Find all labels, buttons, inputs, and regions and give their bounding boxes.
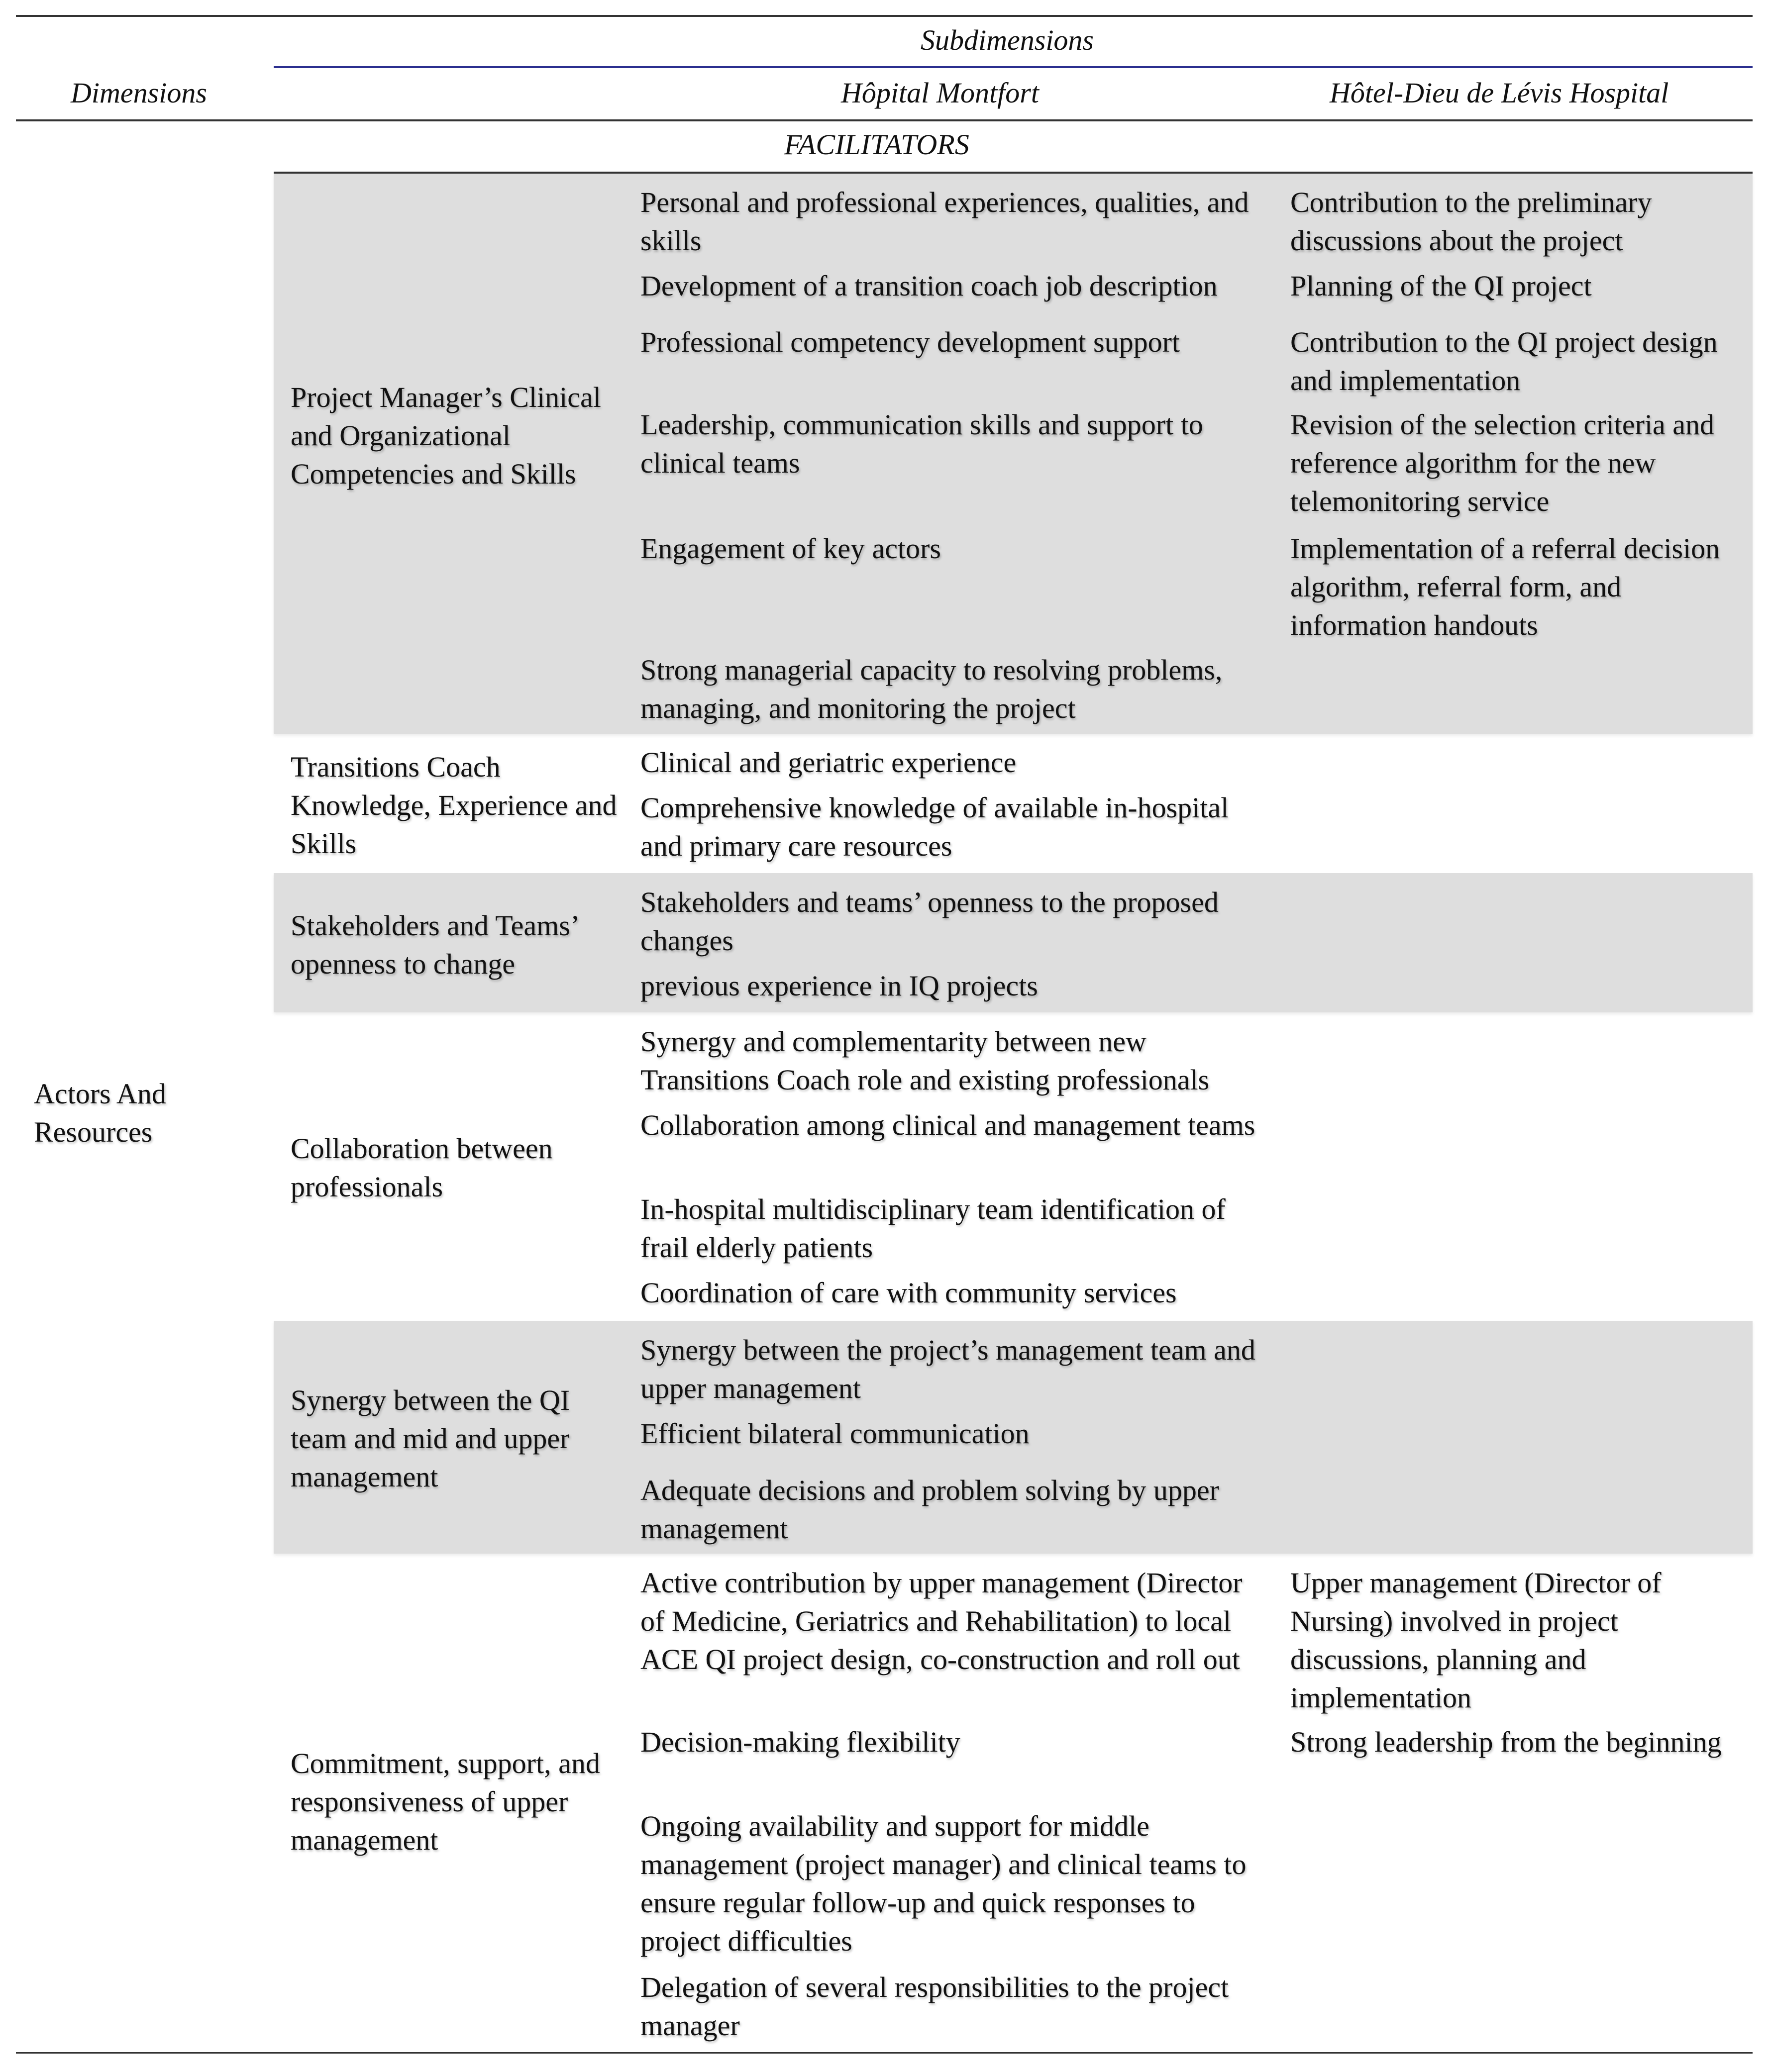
montfort-item: Ongoing availability and support for middle management (project manager) and clinical teams to ensure regular follow-up and quick responses to project difficulties [640, 1810, 1247, 1957]
montfort-item: Engagement of key actors [640, 532, 941, 565]
montfort-item: Personal and professional experiences, qualities, and skills [640, 186, 1249, 257]
subdimension-label: Project Manager’s Clinical and Organizational Competencies and Skills [291, 381, 601, 490]
levis-item: Upper management (Director of Nursing) involved in project discussions, planning and implementation [1290, 1567, 1662, 1714]
dimension-label: Actors And Resources [34, 1078, 166, 1148]
montfort-item: Strong managerial capacity to resolving problems, managing, and monitoring the project [640, 654, 1223, 724]
montfort-item: Collaboration among clinical and management teams [640, 1109, 1255, 1141]
montfort-item: In-hospital multidisciplinary team identification of frail elderly patients [640, 1193, 1226, 1264]
montfort-item: Efficient bilateral communication [640, 1417, 1030, 1450]
montfort-item: Development of a transition coach job description [640, 270, 1218, 302]
dimensions-header: Dimensions [71, 77, 207, 109]
subdimension-label: Stakeholders and Teams’ openness to change [291, 909, 578, 980]
subdimension-label: Synergy between the QI team and mid and upper management [291, 1384, 570, 1493]
levis-header: Hôtel-Dieu de Lévis Hospital [1330, 77, 1669, 109]
subdimension-label: Transitions Coach Knowledge, Experience and Skills [291, 751, 617, 860]
montfort-item: Professional competency development support [640, 326, 1180, 358]
top-rule [16, 15, 1753, 17]
montfort-item: Synergy between the project’s management team and upper management [640, 1334, 1255, 1404]
subdimensions-rule [274, 66, 1753, 68]
montfort-item: Clinical and geriatric experience [640, 746, 1017, 779]
montfort-item: Comprehensive knowledge of available in-hospital and primary care resources [640, 791, 1229, 862]
subdimensions-header: Subdimensions [921, 24, 1094, 56]
montfort-item: Stakeholders and teams’ openness to the proposed changes [640, 886, 1219, 957]
facilitators-section-label: FACILITATORS [784, 128, 969, 161]
levis-item: Implementation of a referral decision algorithm, referral form, and information handouts [1290, 532, 1720, 641]
montfort-item: Delegation of several responsibilities to the project manager [640, 1971, 1229, 2042]
levis-item: Revision of the selection criteria and reference algorithm for the new telemonitoring service [1290, 408, 1714, 517]
montfort-header: Hôpital Montfort [841, 77, 1039, 109]
bottom-rule [16, 2052, 1753, 2054]
montfort-item: Coordination of care with community services [640, 1277, 1177, 1309]
subdimension-label: Commitment, support, and responsiveness of upper management [291, 1747, 600, 1856]
montfort-item: Adequate decisions and problem solving by upper management [640, 1474, 1219, 1545]
montfort-item: previous experience in IQ projects [640, 970, 1038, 1002]
levis-item: Contribution to the QI project design and implementation [1290, 326, 1718, 396]
montfort-item: Active contribution by upper management (Director of Medicine, Geriatrics and Rehabilitation) to local ACE QI project design, co-construction and roll out [640, 1567, 1243, 1676]
montfort-item: Decision-making flexibility [640, 1726, 960, 1758]
levis-item: Strong leadership from the beginning [1290, 1726, 1722, 1758]
levis-item: Planning of the QI project [1290, 270, 1592, 302]
montfort-item: Leadership, communication skills and support to clinical teams [640, 408, 1203, 479]
subdimension-label: Collaboration between professionals [291, 1132, 553, 1203]
montfort-item: Synergy and complementarity between new Transitions Coach role and existing professionals [640, 1025, 1210, 1096]
levis-item: Contribution to the preliminary discussions about the project [1290, 186, 1652, 257]
header-bottom-rule [16, 119, 1753, 121]
